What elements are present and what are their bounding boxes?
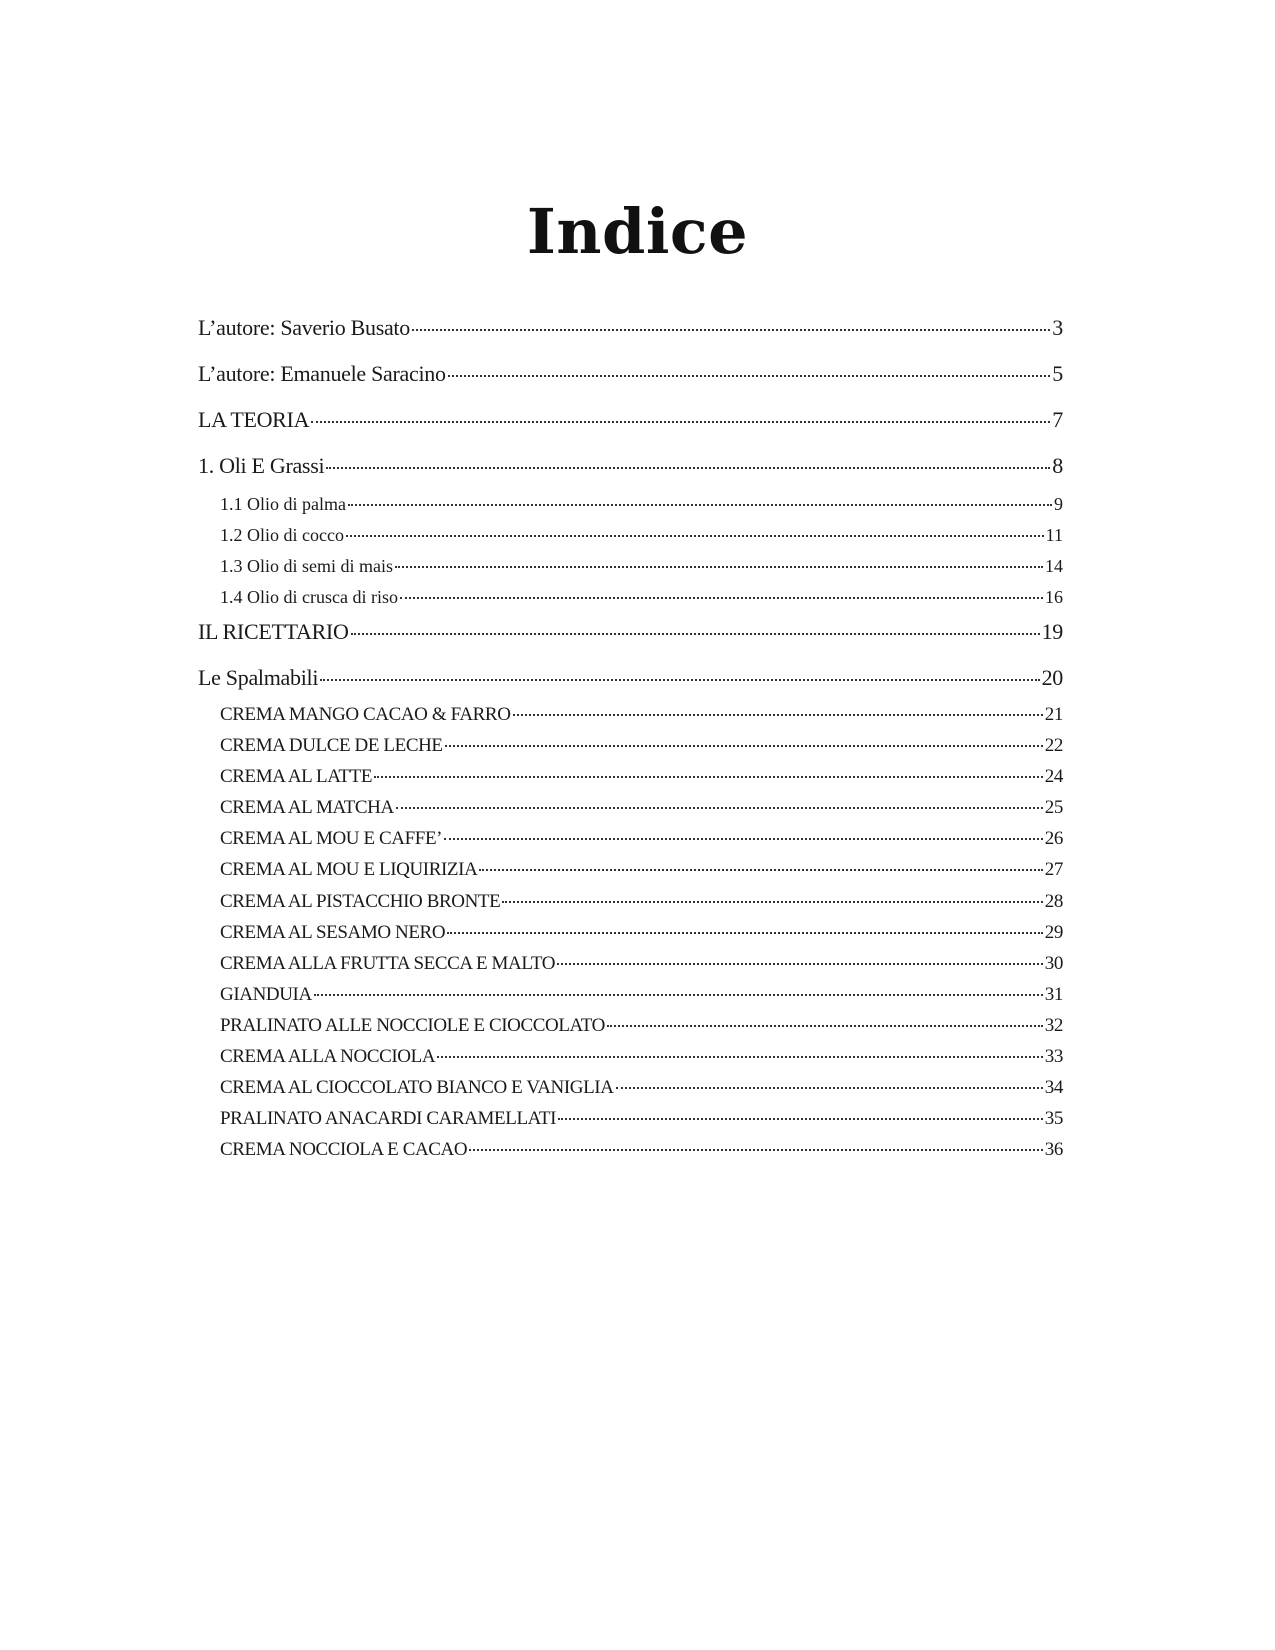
toc-entry-label: IL RICETTARIO (198, 619, 349, 644)
toc-entry-autore-busato[interactable] (198, 313, 1063, 359)
toc-entry-page: 24 (1044, 766, 1063, 788)
dot-leader (314, 994, 1043, 996)
toc-entry-recipe[interactable] (198, 1014, 1063, 1045)
toc-entry-label: CREMA AL PISTACCHIO BRONTE (220, 890, 501, 912)
dot-leader (513, 714, 1043, 716)
dot-leader (320, 679, 1039, 681)
toc-entry-recipe[interactable] (198, 952, 1063, 983)
toc-entry-label: CREMA AL SESAMO NERO (220, 921, 446, 943)
dot-leader (374, 776, 1043, 778)
toc-entry-page: 35 (1044, 1108, 1063, 1130)
toc-entry-page: 30 (1044, 952, 1063, 974)
dot-leader (400, 597, 1043, 599)
toc-entry-label: CREMA MANGO CACAO & FARRO (220, 704, 511, 725)
toc-entry-recipe[interactable] (198, 983, 1063, 1014)
toc-entry-page: 29 (1044, 921, 1063, 943)
toc-entry-label: CREMA ALLA NOCCIOLA (220, 1046, 436, 1068)
toc-entry-recipe[interactable] (198, 1076, 1063, 1107)
toc-entry-page: 16 (1045, 587, 1063, 607)
toc-entry-label: CREMA ALLA FRUTTA SECCA E MALTO (220, 952, 556, 974)
toc-entry-autore-saracino[interactable] (198, 359, 1063, 405)
table-of-contents (198, 313, 1063, 1169)
dot-leader (447, 932, 1043, 934)
dot-leader (469, 1149, 1043, 1151)
toc-entry-page: 9 (1054, 494, 1063, 514)
toc-entry-page: 5 (1052, 361, 1063, 386)
toc-entry-label: L’autore: Saverio Busato (198, 315, 410, 340)
toc-entry-label: CREMA AL LATTE (220, 766, 373, 788)
toc-entry-page: 26 (1044, 828, 1063, 850)
toc-entry-page: 36 (1044, 1139, 1063, 1161)
toc-entry-label: L’autore: Emanuele Saracino (198, 361, 446, 386)
toc-entry-label: Le Spalmabili (198, 665, 319, 690)
toc-entry-label: CREMA AL MATCHA (220, 797, 394, 819)
toc-entry-recipe[interactable] (198, 765, 1063, 796)
dot-leader (437, 1056, 1043, 1058)
toc-entry-recipe[interactable] (198, 827, 1063, 858)
dot-leader (607, 1025, 1043, 1027)
toc-entry-page: 25 (1044, 797, 1063, 819)
dot-leader (395, 566, 1043, 568)
dot-leader (502, 901, 1042, 903)
toc-entry-recipe[interactable] (198, 1107, 1063, 1138)
dot-leader (396, 807, 1043, 809)
toc-entry-recipe[interactable] (198, 890, 1063, 921)
page-title: Indice (526, 195, 749, 268)
toc-entry-page: 28 (1044, 890, 1063, 912)
toc-entry-recipe[interactable] (198, 1045, 1063, 1076)
toc-entry-olio-di-cocco[interactable] (198, 524, 1063, 555)
toc-entry-oli-e-grassi[interactable] (198, 451, 1063, 497)
toc-entry-recipe[interactable] (198, 703, 1063, 734)
toc-entry-label: CREMA AL CIOCCOLATO BIANCO E VANIGLIA (220, 1077, 614, 1099)
toc-entry-label: LA TEORIA (198, 407, 310, 432)
toc-entry-label: 1.3 Olio di semi di mais (220, 556, 393, 576)
dot-leader (445, 745, 1043, 747)
toc-entry-page: 19 (1041, 619, 1063, 644)
toc-entry-label: CREMA NOCCIOLA E CACAO (220, 1139, 468, 1161)
toc-entry-label: 1.1 Olio di palma (220, 494, 346, 514)
toc-entry-label: 1.4 Olio di crusca di riso (220, 587, 398, 607)
toc-entry-page: 31 (1044, 983, 1063, 1005)
toc-entry-olio-di-crusca-di-riso[interactable] (198, 586, 1063, 617)
toc-entry-olio-di-palma[interactable] (198, 493, 1063, 524)
toc-entry-la-teoria[interactable] (198, 405, 1063, 451)
toc-entry-label: GIANDUIA (220, 983, 312, 1005)
toc-entry-page: 3 (1052, 315, 1063, 340)
dot-leader (448, 375, 1051, 377)
toc-entry-recipe[interactable] (198, 858, 1063, 889)
toc-entry-recipe[interactable] (198, 921, 1063, 952)
toc-entry-label: 1. Oli E Grassi (198, 453, 325, 478)
toc-entry-label: PRALINATO ANACARDI CARAMELLATI (220, 1108, 556, 1130)
dot-leader (412, 329, 1050, 331)
toc-entry-page: 8 (1052, 453, 1063, 478)
toc-entry-page: 34 (1044, 1077, 1063, 1099)
toc-entry-recipe[interactable] (198, 796, 1063, 827)
toc-entry-olio-di-semi-di-mais[interactable] (198, 555, 1063, 586)
toc-entry-label: CREMA AL MOU E CAFFE’ (220, 828, 443, 850)
toc-entry-page: 20 (1041, 665, 1063, 690)
toc-entry-recipe[interactable] (198, 1138, 1063, 1169)
toc-entry-page: 7 (1052, 407, 1063, 432)
dot-leader (348, 504, 1052, 506)
toc-entry-label: PRALINATO ALLE NOCCIOLE E CIOCCOLATO (220, 1014, 605, 1036)
dot-leader (616, 1087, 1043, 1089)
dot-leader (351, 633, 1040, 635)
dot-leader (479, 869, 1042, 871)
toc-entry-page: 22 (1044, 735, 1063, 757)
toc-entry-label: CREMA AL MOU E LIQUIRIZIA (220, 859, 478, 881)
toc-entry-il-ricettario[interactable] (198, 617, 1063, 663)
toc-entry-page: 14 (1045, 556, 1063, 576)
toc-entry-page: 11 (1045, 525, 1063, 545)
toc-entry-recipe[interactable] (198, 734, 1063, 765)
dot-leader (557, 963, 1043, 965)
toc-entry-page: 27 (1044, 859, 1063, 881)
dot-leader (326, 467, 1050, 469)
toc-entry-page: 33 (1044, 1046, 1063, 1068)
toc-entry-label: CREMA DULCE DE LECHE (220, 735, 443, 757)
dot-leader (311, 421, 1050, 423)
dot-leader (558, 1118, 1043, 1120)
toc-entry-label: 1.2 Olio di cocco (220, 525, 344, 545)
toc-entry-page: 32 (1044, 1014, 1063, 1036)
dot-leader (444, 838, 1043, 840)
dot-leader (346, 535, 1044, 537)
toc-entry-page: 21 (1044, 704, 1063, 725)
